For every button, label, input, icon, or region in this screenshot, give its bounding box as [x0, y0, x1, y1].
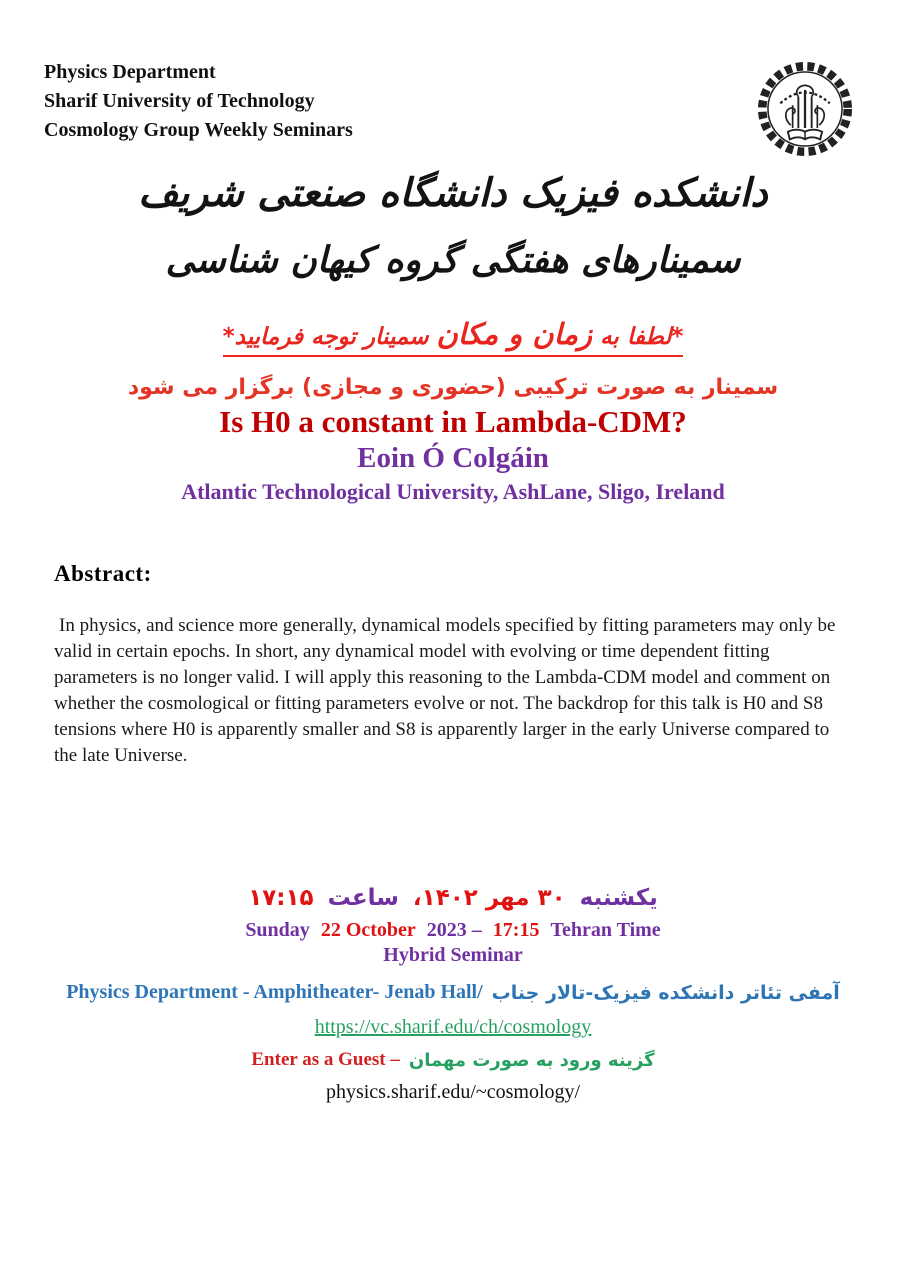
header-university: Sharif University of Technology	[44, 90, 315, 112]
sharif-university-logo-icon	[746, 52, 864, 166]
abstract-heading: Abstract:	[54, 561, 152, 586]
vc-link[interactable]: https://vc.sharif.edu/ch/cosmology	[314, 1016, 592, 1038]
date-en-timezone: Tehran Time	[550, 919, 661, 941]
attention-notice-pre: *لطفا به	[600, 324, 684, 350]
date-en-year: 2023 –	[426, 919, 482, 941]
date-en-weekday: Sunday	[245, 919, 310, 941]
guest-entry-fa: گزینه ورود به صورت مهمان	[408, 1049, 655, 1071]
venue-line	[46, 981, 860, 1004]
guest-entry-line	[46, 1049, 860, 1071]
venue-fa: آمفی تئاتر دانشکده فیزیک-تالار جناب	[491, 981, 840, 1004]
cosmology-site-url: physics.sharif.edu/~cosmology/	[325, 1081, 581, 1103]
date-fa-date: ۳۰ مهر ۱۴۰۲،	[412, 885, 566, 911]
guest-entry-en: Enter as a Guest –	[251, 1049, 400, 1070]
date-fa-weekday: یکشنبه	[579, 885, 658, 911]
header-seminar-series: Cosmology Group Weekly Seminars	[44, 119, 353, 141]
seminar-title: Is H0 a constant in Lambda-CDM?	[219, 404, 687, 439]
date-en-time: 17:15	[492, 919, 540, 941]
calligraphy-department-line: دانشکده فیزیک دانشگاه صنعتی شریف	[138, 171, 768, 216]
speaker-affiliation: Atlantic Technological University, AshLane, Sligo, Ireland	[181, 479, 725, 504]
date-fa-time: ۱۷:۱۵	[248, 885, 314, 911]
speaker-name: Eoin Ó Colgáin	[357, 442, 549, 474]
attention-notice-post: سمینار توجه فرمایید*	[222, 324, 429, 350]
date-line-fa	[46, 885, 860, 911]
vc-link-row	[46, 1016, 860, 1039]
calligraphy-seminars-line: سمینارهای هفتگی گروه کیهان شناسی	[165, 240, 741, 281]
attention-notice-highlight: زمان و مکان	[436, 317, 593, 351]
attention-notice	[46, 317, 860, 351]
date-en-date: 22 October	[320, 919, 416, 941]
header-department: Physics Department	[44, 61, 216, 83]
hybrid-format-notice-fa: سمینار به صورت ترکیبی (حضوری و مجازی) برگزار می شود	[127, 375, 779, 400]
abstract-body: In physics, and science more generally, dynamical models specified by fitting parameters may only be valid in certain epochs. In short, any dynamical model with evolving or time dependent fitting parameters is no longer valid. I will apply this reasoning to the Lambda-CDM model and comment on whether the cosmological or fitting parameters evolve or not. The backdrop for this talk is H0 and S8 tensions where H0 is apparently smaller and S8 is apparently larger in the early Universe compared to the late Universe.	[54, 615, 836, 766]
header-block	[44, 58, 860, 145]
date-line-en	[46, 919, 860, 942]
date-fa-time-word: ساعت	[327, 885, 399, 911]
seminar-mode: Hybrid Seminar	[383, 944, 523, 966]
venue-en: Physics Department - Amphitheater- Jenab Hall/	[66, 981, 483, 1003]
